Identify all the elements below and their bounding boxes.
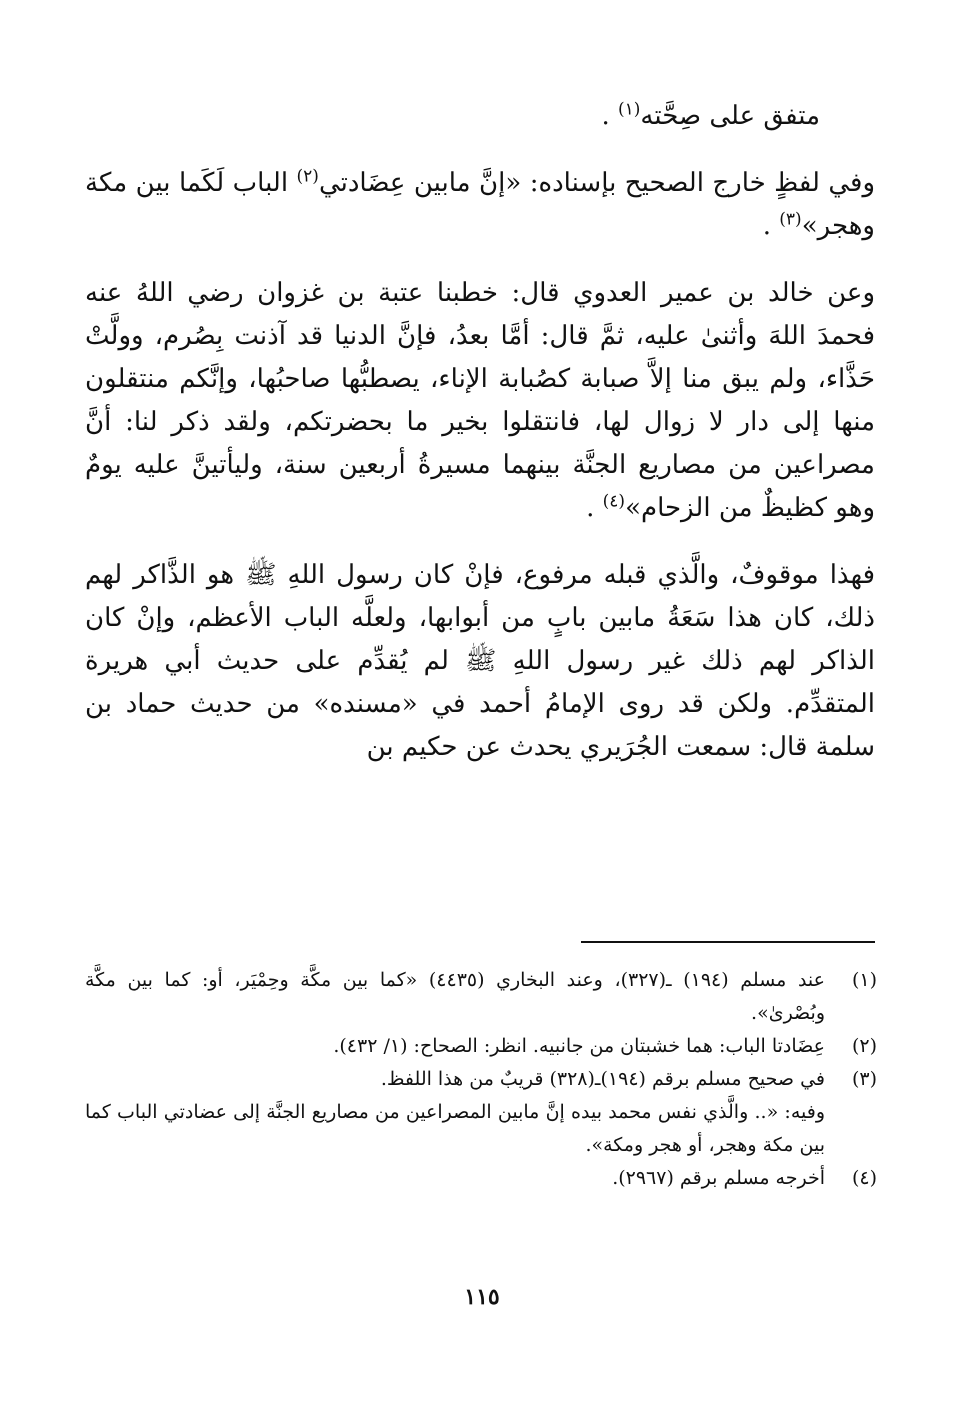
paragraph-3-end: . [586,493,603,523]
footnote-text: أخرجه مسلم برقم (٢٩٦٧). [612,1167,825,1189]
footnote-number: (٣) [851,1068,877,1090]
footnote-number: (١) [851,969,877,991]
footnote-number: (٤) [851,1167,877,1189]
paragraph-4 [85,554,875,769]
paragraph-1 [85,95,820,138]
footnote-ref-3[interactable]: (٣) [779,209,802,230]
main-text [85,95,875,769]
footnote-separator [581,941,875,943]
paragraph-2-text-a: وفي لفظٍ خارج الصحيح بإسناده: «إنَّ مابين عِضَادتي [318,168,875,198]
footnote-1 [85,964,877,1030]
paragraph-3 [85,272,875,530]
footnotes [85,964,877,1195]
paragraph-4-text: فهذا موقوفٌ، والَّذي قبله مرفوع، فإنْ كان رسول اللهِ ﷺ هو الذَّاكر لهم ذلك، كان هذا سَعَةُ مابين بابٍ من أبوابها، ولعلَّه الباب الأعظم، وإنْ كان الذاكر لهم ذلك غير رسول اللهِ ﷺ لم يُقدِّم على حديث أبي هريرة المتقدِّم. ولكن قد روى الإمامُ أحمد في «مسنده» من حديث حماد بن سلمة قال: سمعت الجُرَيري يحدث عن حكيم بن [85,560,875,762]
footnote-ref-1[interactable]: (١) [618,99,641,120]
footnote-2 [85,1030,877,1063]
page-number: ١١٥ [464,1284,500,1310]
footnote-4 [85,1162,877,1195]
footnote-text: عِضَادتا الباب: هما خشبتان من جانبيه. انظر: الصحاح: (١/ ٤٣٢). [333,1035,825,1057]
paragraph-1-end: . [601,101,618,131]
paragraph-1-text: متفق على صِحَّته [640,101,820,131]
footnote-ref-4[interactable]: (٤) [602,491,626,512]
footnote-number: (٢) [851,1035,877,1057]
footnote-ref-2[interactable]: (٢) [296,166,319,187]
footnote-3 [85,1063,877,1096]
footnote-text: في صحيح مسلم برقم (١٩٤)ـ(٣٢٨) قريبٌ من هذا اللفظ. [380,1068,825,1090]
footnote-text: عند مسلم (١٩٤) ـ(٣٢٧)، وعند البخاري (٤٤٣٥) «كما بين مكَّة وحِمْيَر، أو: كما بين مكَّة وبُصْرىٰ». [85,969,825,1024]
paragraph-3-text: وعن خالد بن عمير العدوي قال: خطبنا عتبة بن غزوان رضي اللهُ عنه فحمدَ اللهَ وأثنىٰ عليه، ثمَّ قال: أمَّا بعدُ، فإنَّ الدنيا قد آذنت بِصُرم، وولَّتْ حَذَّاء، ولم يبق منا إلاَّ صبابة كصُبابة الإناء، يصطبُّها صاحبُها، وإنَّكم منتقلون منها إلى دار لا زوال لها، فانتقلوا بخير ما بحضرتكم، ولقد ذكر لنا: أنَّ مصراعين من مصاريع الجنَّة بينهما مسيرةُ أربعين سنة، وليأتينَّ عليه يومٌ وهو كظيظٌ من الزحام» [85,278,875,523]
footnote-3-continuation: وفيه: «.. والَّذي نفس محمد بيده إنَّ مابين المصراعين من مصاريع الجنَّة إلى عضادتي الباب كما بين مكة وهجر، أو هجر ومكة». [85,1101,825,1156]
paragraph-2-end: . [762,211,780,241]
paragraph-2 [85,162,875,248]
paragraph-2-text-b: الباب لَكَما بين مكة وهجر» [85,168,875,241]
